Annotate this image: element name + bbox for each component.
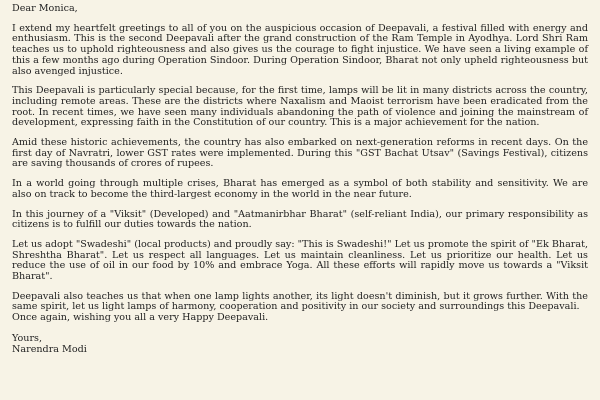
paragraph-greeting: I extend my heartfelt greetings to all of you on the auspicious occasion of Deepavali, a festival filled with energy and enthusiasm. This is the second Deepavali after the grand construction of the Ram Temple in Ayodhya. Lord Shri Ram teaches us to uphold righteousness and also gives us the courage to fight injustice. We have seen a living example of this a few months ago during Operation Sindoor. During Operation Sindoor, Bharat not only upheld righteousness but also avenged injustice. — [12, 22, 588, 77]
paragraph-special-deepavali: This Deepavali is particularly special because, for the first time, lamps will be lit in many districts across the country, including remote areas. These are the districts where Naxalism and Maoist terrorism have been eradicated from the root. In recent times, we have seen many individuals abandoning the path of violence and joining the mainstream of development, expressing faith in the Constitution of our country. This is a major achievement for the nation. — [12, 85, 588, 129]
letter-body — [12, 4, 588, 355]
paragraph-lamps: Deepavali also teaches us that when one lamp lights another, its light doesn't diminish, but it grows further. With the same spirit, let us light lamps of harmony, cooperation and positivity in our society and surroundings this Deepavali. — [12, 290, 588, 313]
closing-line: Once again, wishing you all a very Happy Deepavali. — [12, 312, 269, 324]
signature-name: Narendra Modi — [12, 343, 87, 355]
salutation: Dear Monica, — [12, 3, 78, 14]
paragraph-reforms: Amid these historic achievements, the country has also embarked on next-generation reforms in recent days. On the first day of Navratri, lower GST rates were implemented. During this "GST Bachat Utsav" (Savings Festival), citizens are saving thousands of crores of rupees. — [12, 137, 588, 170]
paragraph-duties: In this journey of a "Viksit" (Developed) and "Aatmanirbhar Bharat" (self-reliant India), our primary responsibility as citizens is to fulfill our duties towards the nation. — [12, 208, 588, 231]
paragraph-stability: In a world going through multiple crises, Bharat has emerged as a symbol of both stability and sensitivity. We are also on track to become the third-largest economy in the world in the near future. — [12, 178, 588, 200]
signoff: Yours, — [12, 332, 43, 344]
paragraph-swadeshi: Let us adopt "Swadeshi" (local products) and proudly say: "This is Swadeshi!" Let us promote the spirit of "Ek Bharat, Shreshtha Bharat". Let us respect all languages. Let us maintain cleanliness. Let us prioritize our health. Let us reduce the use of oil in our food by 10% and embrace Yoga. All these efforts will rapidly move us towards a "Viksit Bharat". — [12, 238, 588, 283]
